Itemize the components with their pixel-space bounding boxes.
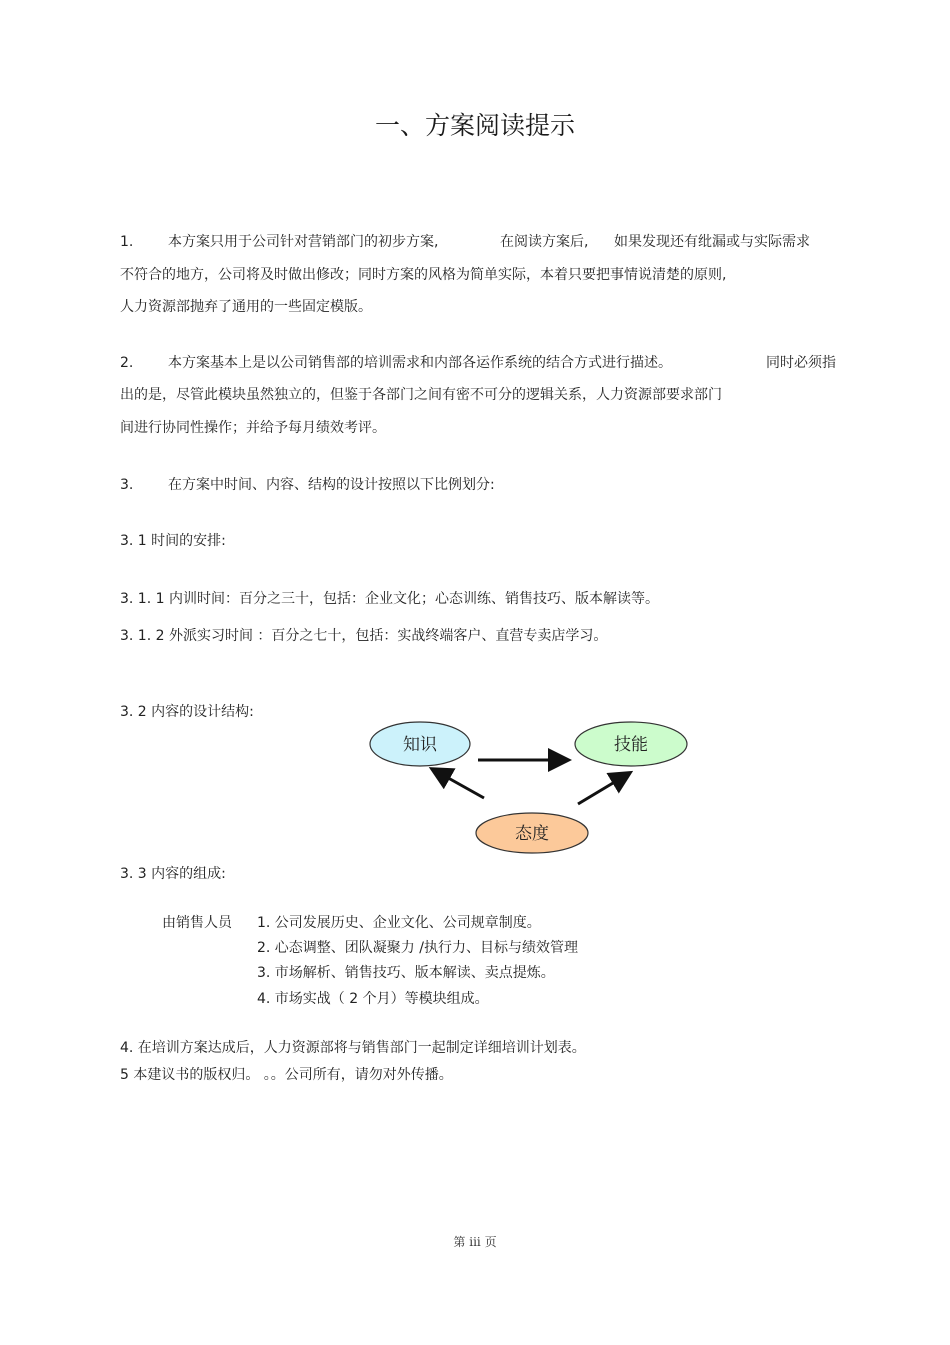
page-title: 一、方案阅读提示: [374, 111, 575, 140]
knowledge-node: [370, 722, 470, 766]
skill-node: [575, 722, 687, 766]
p1-line1-part3: 如果发现还有纰漏或与实际需求: [614, 234, 810, 250]
p3-text: 在方案中时间、内容、结构的设计按照以下比例划分:: [168, 477, 495, 493]
page-number: 第 iii 页: [453, 1235, 497, 1249]
section-3-3-heading: 3. 3 内容的组成:: [120, 866, 226, 882]
p2-number: 2.: [120, 355, 134, 371]
p2-line2: 出的是，尽管此模块虽然独立的，但鉴于各部门之间有密不可分的逻辑关系，人力资源部要求部门: [120, 387, 722, 403]
p1-line2: 不符合的地方，公司将及时做出修改；同时方案的风格为简单实际，本着只要把事情说清楚的原则,: [120, 267, 727, 283]
p1-number: 1.: [120, 234, 134, 250]
section-3-1-1: 3. 1. 1 内训时间：百分之三十，包括：企业文化；心态训练、销售技巧、版本解读等。: [120, 591, 659, 607]
composition-item: 2. 心态调整、团队凝聚力 /执行力、目标与绩效管理: [257, 940, 578, 956]
composition-item: 3. 市场解析、销售技巧、版本解读、卖点提炼。: [257, 965, 555, 981]
knowledge-label: 知识: [403, 735, 437, 755]
attitude-node: [476, 813, 588, 853]
p1-line3: 人力资源部抛弃了通用的一些固定模版。: [120, 299, 372, 315]
section-3-2-heading: 3. 2 内容的设计结构:: [120, 704, 254, 720]
composition-item: 4. 市场实战（ 2 个月）等模块组成。: [257, 991, 489, 1007]
paragraph-5: 5 本建议书的版权归。 。。公司所有，请勿对外传播。: [120, 1067, 453, 1083]
p2-line3: 间进行协同性操作；并给予每月绩效考评。: [120, 420, 386, 436]
section-3-1-heading: 3. 1 时间的安排:: [120, 533, 226, 549]
p2-line1-part2: 同时必须指: [766, 355, 836, 371]
knowledge-skill-attitude-diagram: [360, 710, 700, 860]
arrow-attitude-to-knowledge: [434, 770, 484, 798]
p1-line1-part2: 在阅读方案后,: [500, 234, 589, 250]
p3-number: 3.: [120, 477, 134, 493]
p2-line1-part1: 本方案基本上是以公司销售部的培训需求和内部各运作系统的结合方式进行描述。: [168, 355, 672, 371]
attitude-label: 态度: [515, 824, 549, 844]
p1-line1-part1: 本方案只用于公司针对营销部门的初步方案,: [168, 234, 439, 250]
composition-lead: 由销售人员: [162, 915, 232, 931]
arrow-attitude-to-skill: [578, 774, 628, 804]
section-3-1-2: 3. 1. 2 外派实习时间 ：百分之七十，包括：实战终端客户、直营专卖店学习。: [120, 628, 608, 644]
skill-label: 技能: [614, 735, 648, 755]
paragraph-4: 4. 在培训方案达成后，人力资源部将与销售部门一起制定详细培训计划表。: [120, 1040, 586, 1056]
composition-item: 1. 公司发展历史、企业文化、公司规章制度。: [257, 915, 541, 931]
